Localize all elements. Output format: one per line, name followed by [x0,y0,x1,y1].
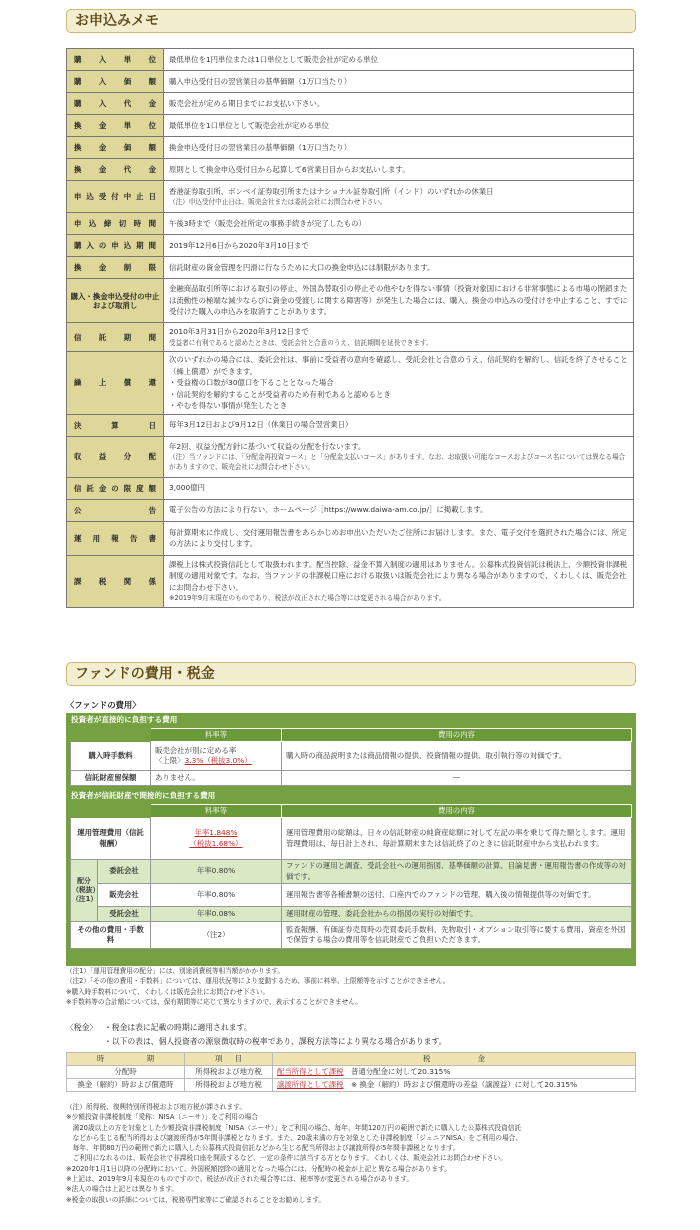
tax-item: 所得税および地方税 [185,1066,273,1079]
memo-value-text: 毎年3月12日および9月12日（休業日の場合翌営業日） [169,420,353,430]
memo-key: 申込締切時間 [67,213,164,235]
management-fee-desc: 運用管理費用の総額は、日々の信託財産の純資産総額に対して左記の率を乗じて得た額とします。運用管理費用は、毎日計上され、毎計算期末または信託終了のときに信託財産中から支払われます。 [282,818,632,860]
direct-fee-table [70,728,632,786]
fee-section-title: ファンドの費用・税金 [66,662,636,686]
memo-value-text: 金融商品取引所等における取引の停止、外国為替取引の停止その他やむを得ない事情（投資対象国における非常事態による市場の閉鎖または流動性の極端な減少ならびに資金の受渡しに関する障害等）が発生した場合には、購入、換金の申込みの受付けを中止すること、すでに受付けた購入の申込みを取消すことがあります。 [169,284,628,317]
memo-value-text: 香港証券取引所、ボンベイ証券取引所またはナショナル証券取引所（インド）のいずれかの休業日 [169,186,494,196]
tax-footnote: ※2020年1月1日以降の分配時において、外国税額控除の適用となった場合には、分配時の税金が上記と異なる場合があります。 [66,1164,451,1173]
memo-value [164,499,634,521]
memo-value [164,71,634,93]
memo-key: 繰上償還 [67,352,164,415]
memo-value-text: 最低単位を1円単位または1口単位として販売会社が定める単位 [169,54,378,64]
purchase-fee-desc: 購入時の商品説明または商品情報の提供、投資情報の提供、取引執行等の対価です。 [282,742,632,771]
memo-row [67,521,634,555]
memo-key: 換金価額 [67,137,164,159]
retention-fee-label: 信託財産留保額 [71,771,151,786]
memo-value [164,181,634,213]
memo-row [67,49,634,71]
tax-table [66,1052,636,1092]
breakdown-label: 配分（税抜）（注1） [71,860,98,922]
memo-value-text: 販売会社が定める期日までにお支払い下さい。 [169,98,325,108]
other-fee-rate: （注2） [151,922,282,949]
memo-key: 公告 [67,499,164,521]
memo-row [67,213,634,235]
memo-row [67,555,634,607]
memo-value-text: 最低単位を1口単位として販売会社が定める単位 [169,120,329,130]
memo-row [67,499,634,521]
memo-row [67,257,634,279]
memo-value [164,49,634,71]
tax-footnotes [66,1102,641,1205]
memo-row [67,71,634,93]
memo-note: （注）当ファンドには、「分配金再投資コース」と「分配金支払いコース」があります。なお、お取扱い可能なコースおよびコース名については異なる場合がありますので、販売会社にお問合わせ下さい。 [169,453,626,472]
memo-row [67,436,634,477]
memo-row [67,159,634,181]
memo-value-text: 換金申込受付日の翌営業日の基準価額（1万口当たり） [169,142,352,152]
tax-footnote: ※上記は、2019年9月末現在のものですので、税法が改正された場合等には、税率等が変更される場合があります。 [66,1175,414,1184]
memo-note: 受益者に有利であると認めたときは、受託会社と合意のうえ、信託期間を延長できます。 [169,338,433,347]
memo-key: 購入代金 [67,93,164,115]
memo-row [67,414,634,436]
memo-bullet: ・信託契約を解約することが受益者のため有利であると認めるとき [169,389,391,399]
tax-footnote: ※税金の取扱いの詳細については、税務専門家等にご確認されることをお勧めします。 [66,1195,326,1204]
direct-col-desc: 費用の内容 [282,729,632,742]
fee-note: （注2）「その他の費用・手数料」については、運用状況等により変動するため、事前に料率、上限額等を示すことができません。 [66,977,450,986]
tax-col-item: 項目 [185,1053,273,1066]
breakdown-trustee-name: 受託会社 [98,907,151,922]
tax-footnote: ※法人の場合は上記とは異なります。 [66,1185,179,1194]
breakdown-distributor-desc: 運用報告書等各種書類の送付、口座内でのファンドの管理、購入後の情報提供等の対価です。 [282,884,632,907]
memo-row [67,352,634,415]
memo-value [164,93,634,115]
memo-value [164,323,634,352]
memo-key: 換金代金 [67,159,164,181]
memo-key: 換金制限 [67,257,164,279]
other-fee-label: その他の費用・手数料 [71,922,151,949]
memo-value [164,555,634,607]
memo-value [164,436,634,477]
memo-row [67,477,634,499]
memo-row [67,279,634,323]
memo-note: （注）申込受付中止日は、販売会社または委託会社にお問合わせ下さい。 [169,198,387,207]
memo-row [67,323,634,352]
tax-footnote: などから生じる配当所得および譲渡所得が5年間非課税となります。また、20歳未満の方を対象とした非課税制度「ジュニアNISA」をご利用の場合、 [66,1133,523,1142]
memo-value-text: 信託財産の資金管理を円滑に行なうために大口の換金申込には制限があります。 [169,262,435,272]
memo-value-text: 年2回、収益分配方針に基づいて収益の分配を行ないます。 [169,441,366,451]
tax-bullet: ・税金は表に記載の時期に適用されます。 [104,1023,252,1032]
memo-row [67,115,634,137]
tax-period: 分配時 [67,1066,185,1079]
memo-value-text: 2010年3月31日から2020年3月12日まで [169,327,309,337]
breakdown-distributor-name: 販売会社 [98,884,151,907]
tax-detail: 配当所得として課税 普通分配金に対して20.315% [273,1066,636,1079]
fee-note: ※手数料等の合計額については、保有期間等に応じて異なりますので、表示することができません。 [66,997,362,1006]
memo-value-text: 課税上は株式投資信託として取扱われます。配当控除、益金不算入制度の適用はありません。公募株式投資信託は税法上、少額投資非課税制度の適用対象です。なお、当ファンドの非課税口座における取扱いは販売会社により異なる場合がありますので、くわしくは、販売会社にお問合わせ下さい。 [169,559,628,592]
tax-period: 換金（解約）時および償還時 [67,1079,185,1092]
memo-key: 収益分配 [67,436,164,477]
tax-label: 〈税金〉 [66,1023,98,1032]
indirect-col-desc: 費用の内容 [282,805,632,818]
memo-key: 決算日 [67,414,164,436]
memo-value [164,477,634,499]
management-fee-label: 運用管理費用（信託報酬） [71,818,151,860]
tax-col-tax: 税金 [273,1053,636,1066]
memo-key: 購入単位 [67,49,164,71]
fee-notes [66,966,449,1007]
breakdown-consignor-name: 委託会社 [98,860,151,884]
memo-note: ※2019年9月末現在のものであり、税法が改正された場合等には変更される場合があります。 [169,594,446,603]
memo-key: 申込受付中止日 [67,181,164,213]
memo-key: 購入・換金申込受付の中止および取消し [67,279,164,323]
application-memo-table [66,48,634,608]
memo-value-text: 次のいずれかの場合には、委託会社は、事前に受益者の意向を確認し、受託会社と合意のうえ、信託契約を解約し、信託を終了させること（繰上償還）ができます。 [169,355,628,376]
breakdown-consignor-rate: 年率0.80% [151,860,282,884]
memo-value [164,352,634,415]
fee-subtitle: 〈ファンドの費用〉 [66,700,141,710]
memo-value [164,235,634,257]
tax-col-period: 時期 [67,1053,185,1066]
purchase-fee-label: 購入時手数料 [71,742,151,771]
management-fee-rate: 年率1.848% （税抜1.68%） [151,818,282,860]
memo-key: 換金単位 [67,115,164,137]
tax-bullet: ・以下の表は、個人投資者の源泉徴収時の税率であり、課税方法等により異なる場合があります。 [104,1037,447,1046]
memo-value [164,279,634,323]
memo-key: 購入の申込期間 [67,235,164,257]
tax-detail: 譲渡所得として課税 ※ 換金（解約）時および償還時の差益（譲渡益）に対して20.315% [273,1079,636,1092]
breakdown-distributor-rate: 年率0.80% [151,884,282,907]
memo-value [164,414,634,436]
memo-value [164,213,634,235]
memo-key: 信託金の限度額 [67,477,164,499]
retention-fee-desc: ― [282,771,632,786]
indirect-fee-table [70,804,632,949]
tax-footnote: 毎年、年間80万円の範囲で新たに購入した公募株式投資信託などから生じる配当所得および譲渡所得が5年間非課税となります。 [66,1144,460,1153]
tax-footnote: 満20歳以上の方を対象とした少額投資非課税制度「NISA（ニーサ）」をご利用の場合、毎年、年間120万円の範囲で新たに購入した公募株式投資信託 [66,1123,522,1132]
breakdown-trustee-rate: 年率0.08% [151,907,282,922]
memo-value-text: 原則として換金申込受付日から起算して6営業日目からお支払いします。 [169,164,410,174]
memo-row [67,235,634,257]
memo-value [164,115,634,137]
tax-footnote: ※少額投資非課税制度「愛称：NISA（ニーサ）」をご利用の場合 [66,1113,259,1122]
fee-note: （注1）「運用管理費用の配分」には、別途消費税等相当額がかかります。 [66,967,284,975]
purchase-fee-rate: 販売会社が別に定める率 〈上限〉3.3%（税抜3.0%） [151,742,282,771]
breakdown-trustee-desc: 運用財産の管理、委託会社からの指図の実行の対価です。 [282,907,632,922]
memo-value [164,159,634,181]
direct-col-rate: 料率等 [151,729,282,742]
memo-row [67,181,634,213]
memo-row [67,137,634,159]
memo-value-text: 電子公告の方法により行ない、ホームページ［https://www.daiwa-am.co.jp/］に掲載します。 [169,505,488,515]
memo-value [164,137,634,159]
memo-key: 購入価額 [67,71,164,93]
memo-value-text: 2019年12月6日から2020年3月10日まで [169,240,309,250]
tax-item: 所得税および地方税 [185,1079,273,1092]
memo-bullet: ・受益権の口数が30億口を下ることとなった場合 [169,378,334,387]
breakdown-consignor-desc: ファンドの運用と調査、受託会社への運用指図、基準価額の計算、目論見書・運用報告書の作成等の対価です。 [282,860,632,884]
memo-value-text: 午後3時まで（販売会社所定の事務手続きが完了したもの） [169,218,366,228]
memo-section-title: お申込みメモ [66,9,636,33]
tax-footnote: ご利用になれるのは、販売会社で非課税口座を開設するなど、一定の条件に該当する方となります。くわしくは、販売会社にお問合わせ下さい。 [66,1154,507,1163]
indirect-col-rate: 料率等 [151,805,282,818]
direct-fee-header: 投資者が直接的に負担する費用 [66,713,636,727]
memo-key: 信託期間 [67,323,164,352]
other-fee-desc: 監査報酬、有価証券売買時の売買委託手数料、先物取引・オプション取引等に要する費用、資産を外国で保管する場合の費用等を信託財産でご負担いただきます。 [282,922,632,949]
memo-value-text: 毎計算期末に作成し、交付運用報告書をあらかじめお申出いただいたご住所にお届けします。また、電子交付を選択された場合には、所定の方法により交付します。 [169,527,627,548]
memo-key: 課税関係 [67,555,164,607]
fee-note: ※購入時手数料について、くわしくは販売会社にお問合わせ下さい。 [66,987,270,996]
memo-bullet: ・やむを得ない事情が発生したとき [169,401,288,410]
memo-row [67,93,634,115]
memo-value [164,257,634,279]
memo-key: 運用報告書 [67,521,164,555]
retention-fee-rate: ありません。 [151,771,282,786]
memo-value [164,521,634,555]
indirect-fee-header: 投資者が信託財産で間接的に負担する費用 [66,789,636,803]
memo-value-text: 購入申込受付日の翌営業日の基準価額（1万口当たり） [169,76,352,86]
memo-value-text: 3,000億円 [169,483,205,493]
tax-footnote: （注）所得税、復興特別所得税および地方税が課されます。 [66,1103,247,1111]
